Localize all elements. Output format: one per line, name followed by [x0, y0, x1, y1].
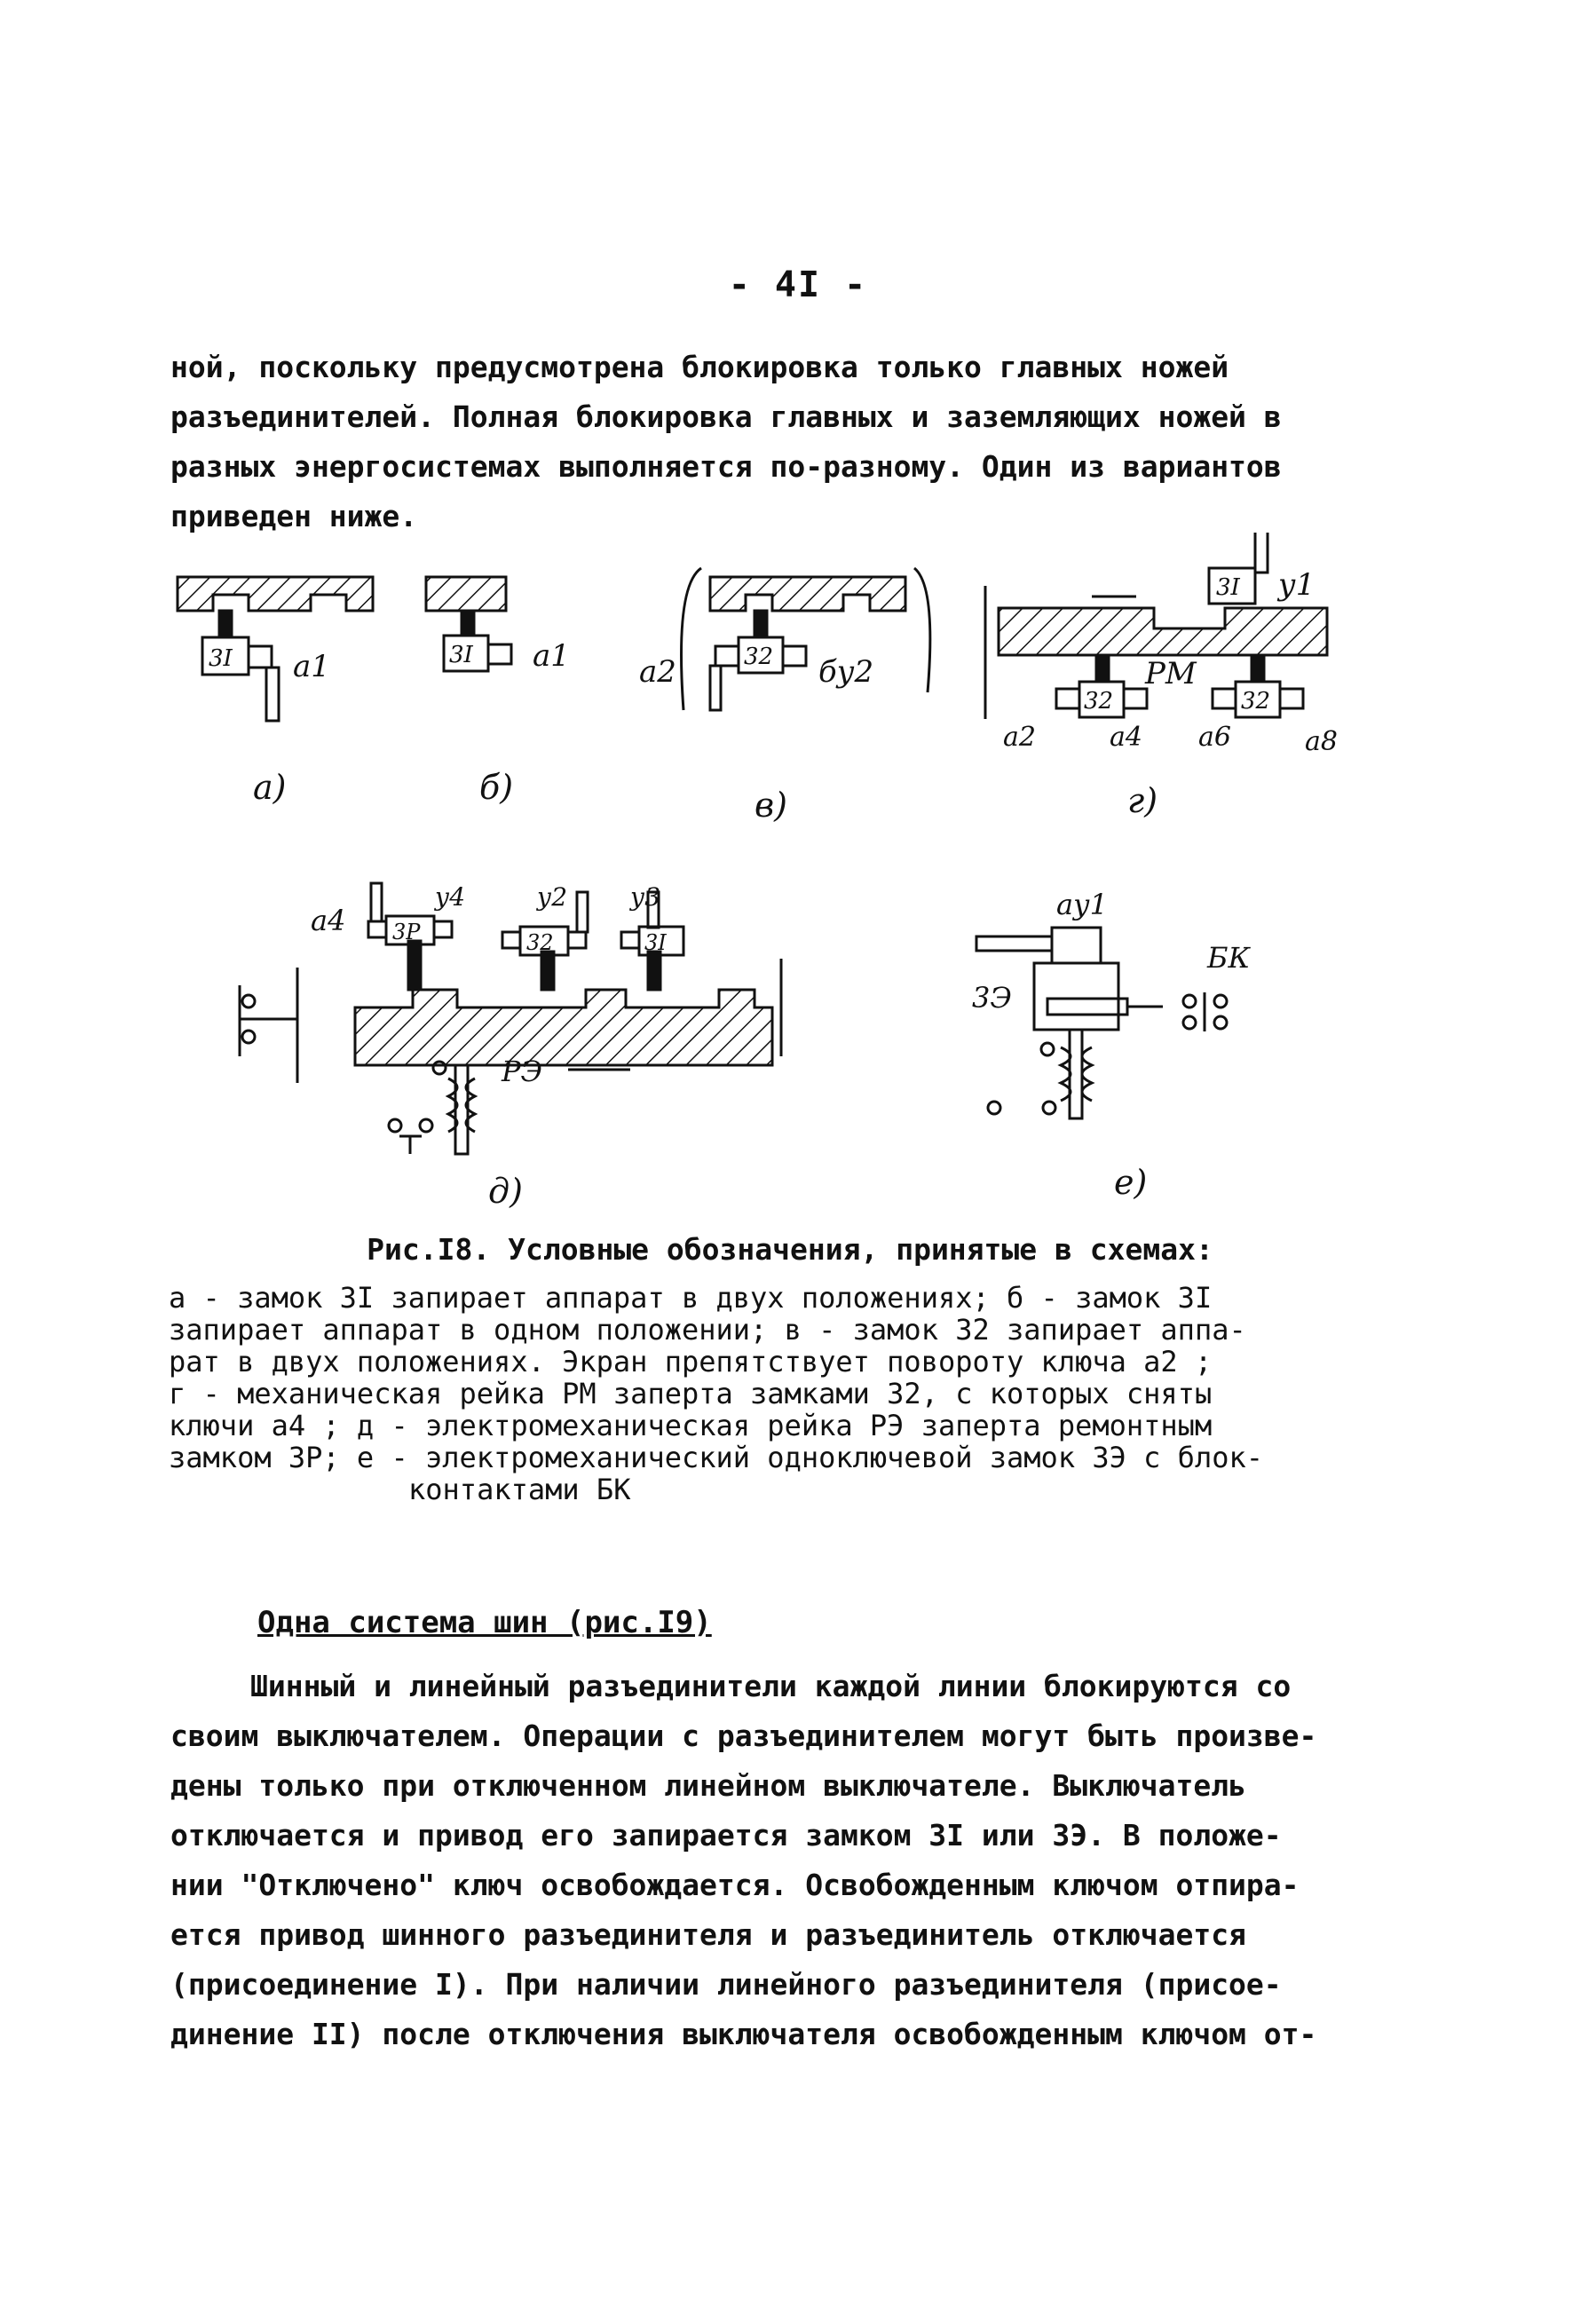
- lock-label: 3Р: [392, 920, 421, 944]
- key-label-left: a2: [639, 654, 676, 690]
- sub-label: г): [1127, 781, 1158, 820]
- key-label-right: бу2: [818, 654, 874, 690]
- key-label: a1: [533, 638, 570, 674]
- caption-line: г - механическая рейка РМ заперта замками 32, с которых сняты: [169, 1377, 1213, 1410]
- key-label: a1: [293, 649, 330, 684]
- key-box: [1052, 928, 1101, 963]
- sub-label: a): [253, 768, 287, 807]
- text-line: ной, поскольку предусмотрена блокировка только главных ножей: [170, 350, 1229, 384]
- key-label: ау1: [1056, 888, 1108, 921]
- text-line: разъединителей. Полная блокировка главных и заземляющих ножей в: [170, 399, 1282, 434]
- lock-label: 32: [744, 644, 774, 670]
- sub-label: б): [479, 768, 514, 807]
- key-label: у2: [537, 882, 568, 912]
- diagram-v: [639, 568, 930, 825]
- text-line: своим выключателем. Операции с разъединителем могут быть произве-: [170, 1718, 1317, 1753]
- text-line: отключается и привод его запирается замком 3I или 3Э. В положе-: [170, 1818, 1282, 1853]
- text-line: разных энергосистемах выполняется по-разному. Один из вариантов: [170, 449, 1282, 484]
- lock-box: [1034, 963, 1118, 1030]
- page-number: - 4I -: [728, 265, 868, 305]
- diagram-b: [426, 577, 570, 807]
- sub-label: д): [488, 1172, 523, 1211]
- key-label: a4: [311, 904, 346, 937]
- key-label: у3: [630, 882, 661, 912]
- text-line: динение II) после отключения выключателя освобожденным ключом от-: [170, 2017, 1317, 2051]
- key-label: a6: [1198, 722, 1231, 753]
- diagram-a: [178, 577, 373, 807]
- lock-label-right: 32: [1241, 688, 1271, 715]
- lock-label: 3I: [209, 645, 233, 672]
- caption-line: контактами БК: [408, 1473, 631, 1506]
- rail-label: РМ: [1145, 656, 1197, 691]
- text-line: дены только при отключенном линейном выключателе. Выключатель: [170, 1768, 1246, 1803]
- key-label: a2: [1003, 722, 1036, 753]
- caption-line: рат в двух положениях. Экран препятствует повороту ключа а2 ;: [169, 1345, 1213, 1379]
- sub-label: е): [1114, 1163, 1148, 1202]
- caption-line: запирает аппарат в одном положении; в - замок 32 запирает аппа-: [169, 1313, 1246, 1347]
- caption-line: ключи а4 ; д - электромеханическая рейка РЭ заперта ремонтным: [169, 1409, 1213, 1442]
- interlock-figure: [133, 533, 1376, 1225]
- body-paragraph: [170, 1662, 1387, 2059]
- text-line: Шинный и линейный разъединители каждой линии блокируются со: [250, 1669, 1292, 1703]
- key-label: a4: [1110, 722, 1142, 753]
- lock-label: 32: [526, 930, 554, 955]
- key-label: a8: [1305, 726, 1338, 757]
- diagram-e: [972, 888, 1252, 1202]
- text-line: ется привод шинного разъединителя и разъединитель отключается: [170, 1917, 1246, 1952]
- intro-paragraph: [170, 343, 1387, 541]
- text-line: нии "Отключено" ключ освобождается. Освобожденным ключом отпира-: [170, 1868, 1300, 1902]
- diagram-g: [985, 533, 1338, 820]
- rail-label: РЭ: [502, 1055, 543, 1088]
- section-heading: Одна система шин (рис.I9): [257, 1605, 712, 1640]
- caption-line: а - замок 3I запирает аппарат в двух положениях; б - замок 3I: [169, 1281, 1213, 1315]
- figure-caption: [169, 1234, 1411, 1505]
- diagram-d: [240, 882, 781, 1211]
- text-line: (присоединение I). При наличии линейного разъединителя (присое-: [170, 1967, 1282, 2002]
- contacts-label: БК: [1207, 941, 1251, 975]
- lock-label: 3Э: [972, 981, 1012, 1015]
- key-label: у4: [435, 882, 466, 912]
- caption-line: замком 3Р; е - электромеханический одноключевой замок 3Э с блок-: [169, 1441, 1263, 1474]
- text-line: приведен ниже.: [170, 499, 418, 533]
- sub-label: в): [755, 786, 787, 825]
- caption-title: Рис.I8. Условные обозначения, принятые в схемах:: [367, 1232, 1213, 1267]
- top-key-label: у1: [1278, 567, 1316, 603]
- lock-label: 3I: [449, 642, 473, 668]
- lock-label: 3I: [644, 930, 667, 955]
- top-lock-label: 3I: [1216, 574, 1240, 601]
- lock-label-left: 32: [1084, 688, 1114, 715]
